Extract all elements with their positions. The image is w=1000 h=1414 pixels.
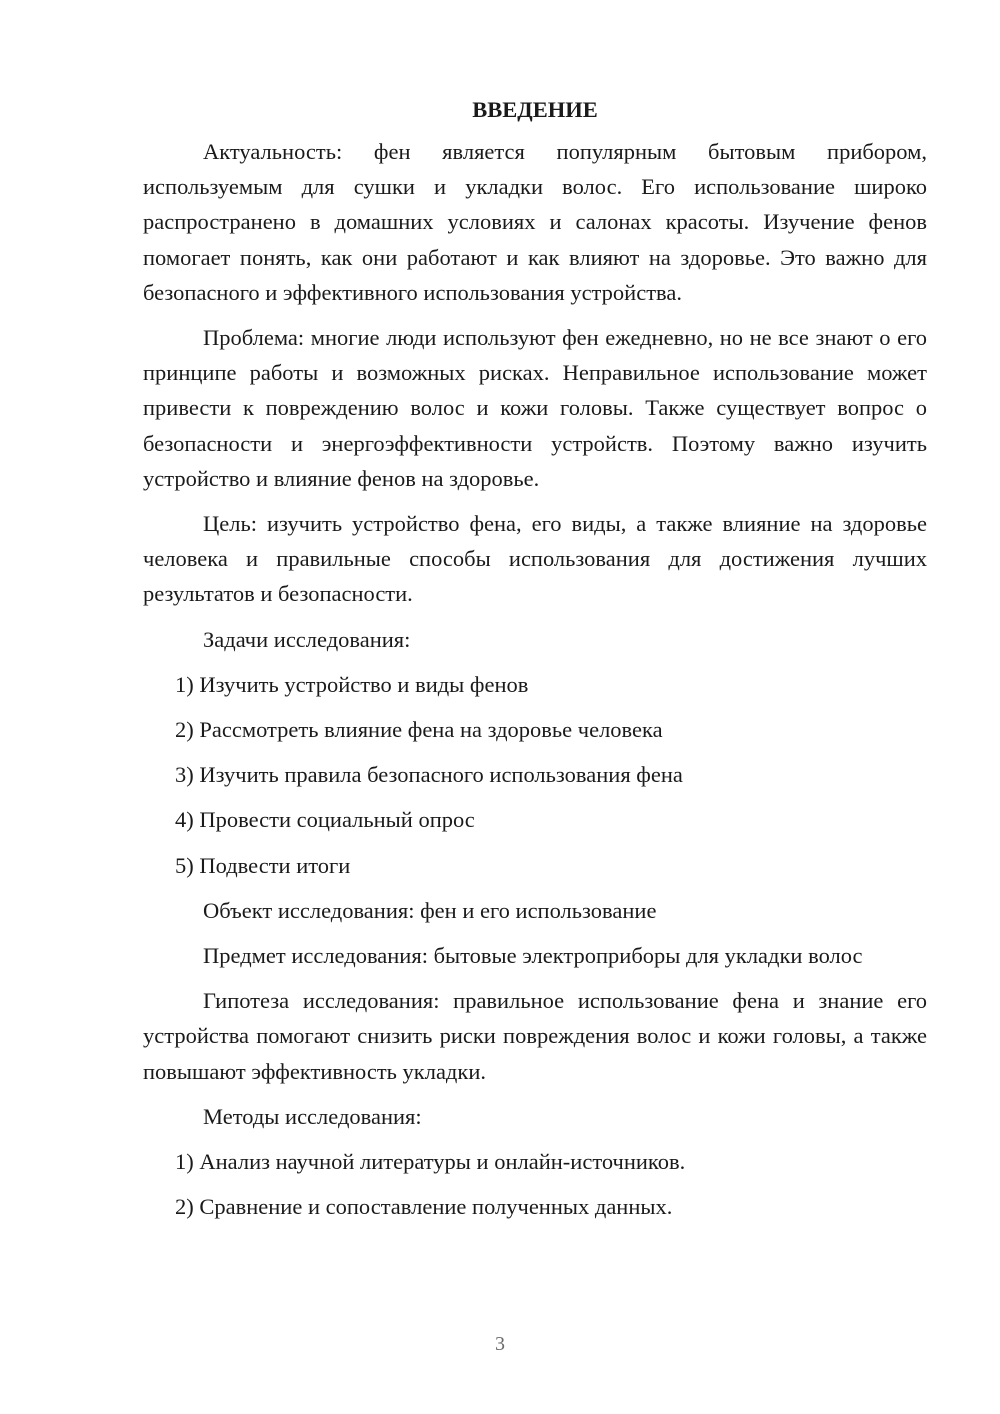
methods-title: Методы исследования:	[203, 1103, 422, 1129]
list-item: 4) Провести социальный опрос	[175, 807, 475, 833]
methods-list	[143, 1144, 927, 1224]
tasks-title: Задачи исследования:	[203, 626, 411, 652]
relevance-paragraph: Актуальность: фен является популярным бытовым прибором, используемым для сушки и укладки волос. Его использование широко распространено в домашних условиях и салонах красоты. Изучение фенов помогает понять, как они работают и как влияют на здоровье. Это важно для безопасного и эффективного использования устройства.	[143, 139, 927, 305]
goal-paragraph: Цель: изучить устройство фена, его виды, а также влияние на здоровье человека и правильные способы использования для достижения лучших результатов и безопасности.	[143, 511, 927, 607]
hypothesis-paragraph: Гипотеза исследования: правильное использование фена и знание его устройства помогают снизить риски повреждения волос и кожи головы, а также повышают эффективность укладки.	[143, 988, 927, 1084]
tasks-list	[143, 667, 927, 883]
list-item: 1) Изучить устройство и виды фенов	[175, 671, 529, 697]
list-item: 1) Анализ научной литературы и онлайн-источников.	[175, 1149, 686, 1175]
problem-paragraph: Проблема: многие люди используют фен ежедневно, но не все знают о его принципе работы и возможных рисках. Неправильное использование может привести к повреждению волос и кожи головы. Также существует вопрос о безопасности и энергоэффективности устройств. Поэтому важно изучить устройство и влияние фенов на здоровье.	[143, 325, 927, 491]
page-content	[143, 92, 927, 1234]
subject-paragraph: Предмет исследования: бытовые электроприборы для укладки волос	[203, 943, 863, 969]
list-item: 5) Подвести итоги	[175, 852, 351, 878]
object-paragraph: Объект исследования: фен и его использование	[203, 897, 657, 923]
page-number: 3	[495, 1333, 505, 1355]
list-item: 3) Изучить правила безопасного использования фена	[175, 762, 683, 788]
page-heading: ВВЕДЕНИЕ	[472, 97, 598, 122]
list-item: 2) Сравнение и сопоставление полученных данных.	[175, 1194, 673, 1220]
list-item: 2) Рассмотреть влияние фена на здоровье человека	[175, 717, 663, 743]
